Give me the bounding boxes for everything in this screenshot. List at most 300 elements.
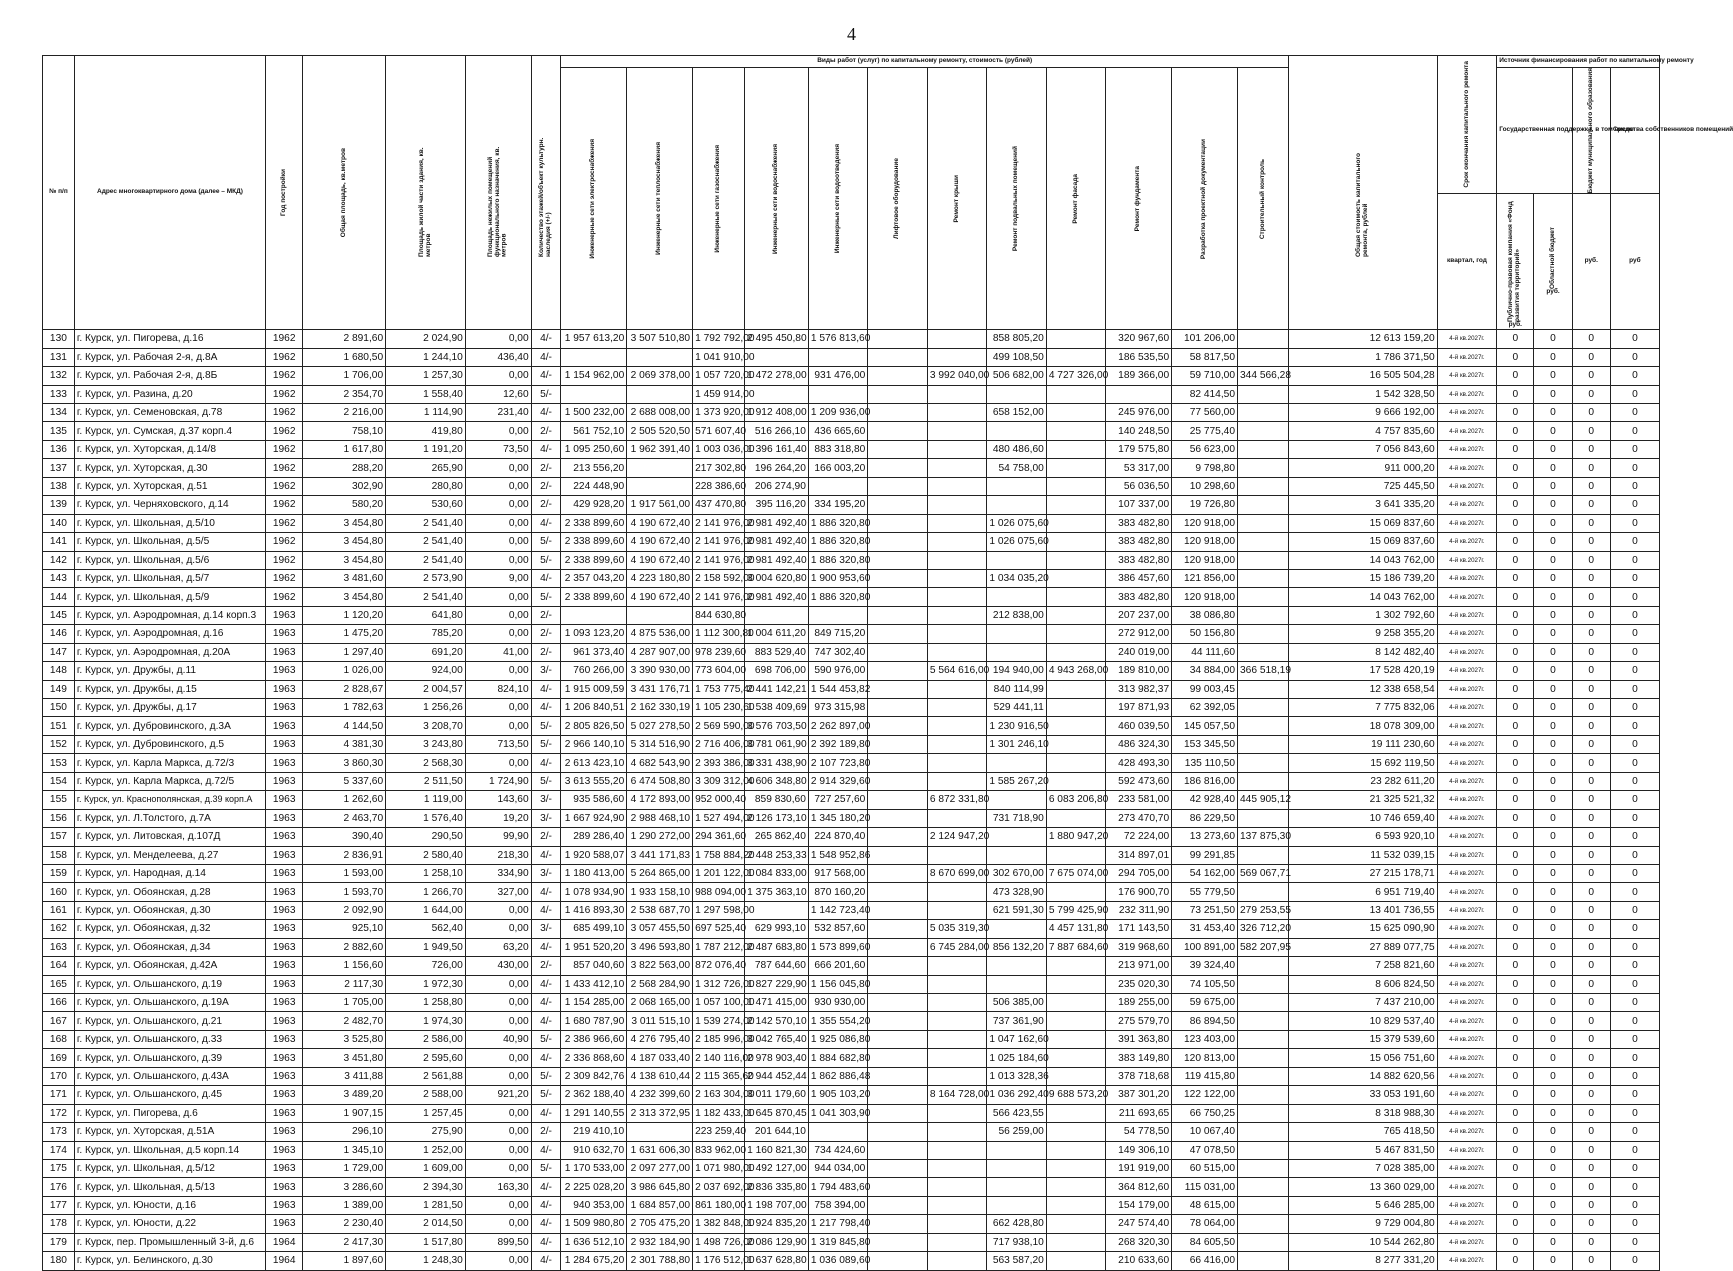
cell-cost-heating: 6 474 508,80 <box>627 772 693 790</box>
cell-municipal-budget: 0 <box>1572 330 1610 348</box>
cell-owners-funds: 0 <box>1610 367 1659 385</box>
cell-cost-basement: 1 047 162,60 <box>987 1030 1046 1048</box>
cell-cost-basement <box>987 791 1046 809</box>
cell-cost-elevator <box>868 809 927 827</box>
cell-cost-gas: 217 302,80 <box>693 459 745 477</box>
cell-cost-design: 38 086,80 <box>1172 606 1238 624</box>
cell-cost-control <box>1238 846 1289 864</box>
cell-cost-basement: 737 361,90 <box>987 1012 1046 1030</box>
cell-cost-electric: 1 291 140,55 <box>561 1104 627 1122</box>
cell-cost-heating: 4 276 795,40 <box>627 1030 693 1048</box>
cell-cost-water: 206 274,90 <box>745 477 809 495</box>
cell-cost-facade: 7 675 074,00 <box>1046 864 1105 882</box>
cell-municipal-budget: 0 <box>1572 1159 1610 1177</box>
cell-cost-heating: 4 232 399,60 <box>627 1086 693 1104</box>
table-row <box>43 1178 1660 1196</box>
cell-living-area: 1 258,10 <box>386 864 466 882</box>
cell-cost-water: 1 645 870,45 <box>745 1104 809 1122</box>
cell-municipal-budget: 0 <box>1572 662 1610 680</box>
cell-fund-fund: 0 <box>1497 735 1534 753</box>
cell-fund-fund: 0 <box>1497 864 1534 882</box>
cell-cost-electric: 1 915 009,59 <box>561 680 627 698</box>
cell-regional-budget: 0 <box>1534 477 1572 495</box>
cell-cost-basement: 1 025 184,60 <box>987 1049 1046 1067</box>
cell-cost-water: 1 198 707,00 <box>745 1196 809 1214</box>
cell-regional-budget: 0 <box>1534 828 1572 846</box>
cell-owners-funds: 0 <box>1610 551 1659 569</box>
table-row <box>43 754 1660 772</box>
cell-row-num: 146 <box>43 625 75 643</box>
cell-nonliving-area: 0,00 <box>465 994 531 1012</box>
cell-municipal-budget: 0 <box>1572 459 1610 477</box>
cell-cost-electric: 857 040,60 <box>561 957 627 975</box>
cell-owners-funds: 0 <box>1610 1252 1659 1270</box>
cell-cost-roof <box>927 1104 986 1122</box>
cell-cost-gas: 1 792 792,00 <box>693 330 745 348</box>
cell-nonliving-area: 0,00 <box>465 551 531 569</box>
cell-address: г. Курск, ул. Менделеева, д.27 <box>74 846 265 864</box>
cell-total-cost: 9 729 004,80 <box>1289 1215 1438 1233</box>
cell-row-num: 137 <box>43 459 75 477</box>
header-municipal-budget: Бюджет муниципального образования <box>1572 68 1610 194</box>
cell-cost-basement <box>987 1178 1046 1196</box>
cell-fund-fund: 0 <box>1497 1159 1534 1177</box>
cell-owners-funds: 0 <box>1610 680 1659 698</box>
cell-total-area: 1 706,00 <box>303 367 386 385</box>
cell-year: 1963 <box>266 643 303 661</box>
cell-cost-water: 2 981 492,40 <box>745 551 809 569</box>
cell-cost-control <box>1238 957 1289 975</box>
cell-deadline: 4-й кв.2027г. <box>1437 791 1496 809</box>
cell-cost-design: 120 813,00 <box>1172 1049 1238 1067</box>
cell-floors: 4/- <box>531 883 561 901</box>
cell-cost-heating: 4 138 610,44 <box>627 1067 693 1085</box>
cell-year: 1963 <box>266 975 303 993</box>
cell-year: 1962 <box>266 422 303 440</box>
cell-total-cost: 12 613 159,20 <box>1289 330 1438 348</box>
cell-total-cost: 10 829 537,40 <box>1289 1012 1438 1030</box>
cell-total-area: 5 337,60 <box>303 772 386 790</box>
cell-cost-basement: 563 587,20 <box>987 1252 1046 1270</box>
cell-fund-fund: 0 <box>1497 643 1534 661</box>
cell-floors: 3/- <box>531 864 561 882</box>
cell-row-num: 176 <box>43 1178 75 1196</box>
cell-cost-control <box>1238 330 1289 348</box>
table-row <box>43 1030 1660 1048</box>
cell-cost-water: 1 912 408,00 <box>745 404 809 422</box>
cell-cost-control: 445 905,12 <box>1238 791 1289 809</box>
cell-cost-foundation <box>1106 385 1172 403</box>
cell-cost-water: 1 160 821,30 <box>745 1141 809 1159</box>
cell-floors: 5/- <box>531 551 561 569</box>
cell-address: г. Курск, ул. Юности, д.16 <box>74 1196 265 1214</box>
cell-cost-water: 2 126 173,10 <box>745 809 809 827</box>
cell-regional-budget: 0 <box>1534 1233 1572 1251</box>
cell-cost-gas: 1 112 300,80 <box>693 625 745 643</box>
cell-cost-design: 82 414,50 <box>1172 385 1238 403</box>
cell-total-cost: 3 641 335,20 <box>1289 496 1438 514</box>
cell-cost-facade <box>1046 606 1105 624</box>
cell-cost-foundation: 186 535,50 <box>1106 348 1172 366</box>
cell-cost-roof <box>927 1252 986 1270</box>
cell-cost-sewer: 1 319 845,80 <box>808 1233 867 1251</box>
cell-fund-fund: 0 <box>1497 846 1534 864</box>
cell-cost-water: 1 004 611,20 <box>745 625 809 643</box>
cell-deadline: 4-й кв.2027г. <box>1437 975 1496 993</box>
cell-cost-basement <box>987 975 1046 993</box>
cell-cost-foundation: 387 301,20 <box>1106 1086 1172 1104</box>
cell-municipal-budget: 0 <box>1572 920 1610 938</box>
cell-living-area: 1 258,80 <box>386 994 466 1012</box>
cell-municipal-budget: 0 <box>1572 883 1610 901</box>
cell-cost-gas: 978 239,60 <box>693 643 745 661</box>
cell-cost-gas: 2 569 590,00 <box>693 717 745 735</box>
cell-address: г. Курск, ул. Ольшанского, д.21 <box>74 1012 265 1030</box>
cell-address: г. Курск, ул. Пигорева, д.16 <box>74 330 265 348</box>
cell-cost-facade <box>1046 569 1105 587</box>
cell-cost-control <box>1238 1233 1289 1251</box>
cell-cost-elevator <box>868 772 927 790</box>
cell-address: г. Курск, ул. Школьная, д.5 корп.14 <box>74 1141 265 1159</box>
cell-cost-sewer: 666 201,60 <box>808 957 867 975</box>
cell-total-area: 2 417,30 <box>303 1233 386 1251</box>
cell-address: г. Курск, ул. Дубровинского, д.3А <box>74 717 265 735</box>
cell-cost-foundation: 179 575,80 <box>1106 440 1172 458</box>
header-work-heating: Инженерные сети теплоснабжения <box>627 68 693 330</box>
cell-cost-electric: 1 667 924,90 <box>561 809 627 827</box>
cell-nonliving-area: 0,00 <box>465 1104 531 1122</box>
cell-deadline: 4-й кв.2027г. <box>1437 680 1496 698</box>
cell-total-area: 1 593,70 <box>303 883 386 901</box>
cell-cost-control <box>1238 994 1289 1012</box>
cell-cost-basement: 194 940,00 <box>987 662 1046 680</box>
cell-fund-fund: 0 <box>1497 975 1534 993</box>
cell-cost-elevator <box>868 514 927 532</box>
cell-cost-elevator <box>868 957 927 975</box>
cell-cost-foundation: 268 320,30 <box>1106 1233 1172 1251</box>
cell-cost-elevator <box>868 459 927 477</box>
cell-cost-heating: 1 962 391,40 <box>627 440 693 458</box>
cell-regional-budget: 0 <box>1534 920 1572 938</box>
cell-living-area: 3 208,70 <box>386 717 466 735</box>
cell-cost-electric: 1 500 232,00 <box>561 404 627 422</box>
cell-cost-electric: 910 632,70 <box>561 1141 627 1159</box>
cell-regional-budget: 0 <box>1534 901 1572 919</box>
cell-cost-foundation: 189 810,00 <box>1106 662 1172 680</box>
cell-cost-control <box>1238 735 1289 753</box>
cell-living-area: 2 541,40 <box>386 551 466 569</box>
cell-cost-water: 2 981 492,40 <box>745 514 809 532</box>
cell-cost-heating: 3 507 510,80 <box>627 330 693 348</box>
cell-cost-roof <box>927 514 986 532</box>
cell-cost-electric <box>561 348 627 366</box>
cell-deadline: 4-й кв.2027г. <box>1437 864 1496 882</box>
cell-total-area: 3 454,80 <box>303 533 386 551</box>
cell-row-num: 152 <box>43 735 75 753</box>
cell-row-num: 138 <box>43 477 75 495</box>
cell-nonliving-area: 0,00 <box>465 514 531 532</box>
cell-cost-design: 50 156,80 <box>1172 625 1238 643</box>
cell-cost-roof <box>927 440 986 458</box>
cell-cost-facade: 1 880 947,20 <box>1046 828 1105 846</box>
cell-cost-water: 1 471 415,00 <box>745 994 809 1012</box>
cell-cost-electric: 2 613 423,10 <box>561 754 627 772</box>
cell-nonliving-area: 0,00 <box>465 1049 531 1067</box>
cell-cost-electric: 3 613 555,20 <box>561 772 627 790</box>
cell-cost-electric: 1 509 980,80 <box>561 1215 627 1233</box>
cell-cost-design: 42 928,40 <box>1172 791 1238 809</box>
cell-cost-facade: 4 457 131,80 <box>1046 920 1105 938</box>
cell-cost-design: 153 345,50 <box>1172 735 1238 753</box>
cell-cost-gas: 952 000,40 <box>693 791 745 809</box>
table-row <box>43 643 1660 661</box>
cell-cost-heating: 1 933 158,10 <box>627 883 693 901</box>
cell-cost-foundation: 211 693,65 <box>1106 1104 1172 1122</box>
table-row <box>43 330 1660 348</box>
cell-cost-basement <box>987 588 1046 606</box>
cell-nonliving-area: 0,00 <box>465 1252 531 1270</box>
cell-cost-basement <box>987 477 1046 495</box>
cell-year: 1963 <box>266 1196 303 1214</box>
cell-cost-design: 73 251,50 <box>1172 901 1238 919</box>
cell-owners-funds: 0 <box>1610 385 1659 403</box>
cell-cost-facade: 4 943 268,00 <box>1046 662 1105 680</box>
cell-row-num: 162 <box>43 920 75 938</box>
table-row <box>43 440 1660 458</box>
cell-total-area: 1 593,00 <box>303 864 386 882</box>
cell-cost-basement: 506 682,00 <box>987 367 1046 385</box>
cell-cost-facade <box>1046 1215 1105 1233</box>
cell-nonliving-area: 0,00 <box>465 625 531 643</box>
cell-cost-elevator <box>868 1252 927 1270</box>
cell-row-num: 147 <box>43 643 75 661</box>
cell-nonliving-area: 143,60 <box>465 791 531 809</box>
cell-cost-gas: 988 094,00 <box>693 883 745 901</box>
cell-cost-roof <box>927 569 986 587</box>
cell-cost-roof <box>927 1030 986 1048</box>
cell-total-area: 2 891,60 <box>303 330 386 348</box>
cell-cost-design: 59 675,00 <box>1172 994 1238 1012</box>
cell-cost-electric: 1 416 893,30 <box>561 901 627 919</box>
cell-cost-electric: 2 357 043,20 <box>561 569 627 587</box>
cell-nonliving-area: 0,00 <box>465 1196 531 1214</box>
cell-cost-foundation: 245 976,00 <box>1106 404 1172 422</box>
cell-total-area: 2 882,60 <box>303 938 386 956</box>
cell-regional-budget: 0 <box>1534 1086 1572 1104</box>
cell-total-cost: 15 056 751,60 <box>1289 1049 1438 1067</box>
cell-cost-heating: 4 875 536,00 <box>627 625 693 643</box>
cell-nonliving-area: 0,00 <box>465 1012 531 1030</box>
cell-nonliving-area: 327,00 <box>465 883 531 901</box>
cell-living-area: 1 949,50 <box>386 938 466 956</box>
cell-fund-fund: 0 <box>1497 754 1534 772</box>
cell-nonliving-area: 41,00 <box>465 643 531 661</box>
cell-owners-funds: 0 <box>1610 404 1659 422</box>
cell-nonliving-area: 921,20 <box>465 1086 531 1104</box>
cell-regional-budget: 0 <box>1534 717 1572 735</box>
cell-municipal-budget: 0 <box>1572 477 1610 495</box>
cell-cost-sewer <box>808 348 867 366</box>
table-row <box>43 994 1660 1012</box>
cell-fund-fund: 0 <box>1497 1215 1534 1233</box>
cell-regional-budget: 0 <box>1534 699 1572 717</box>
cell-cost-electric: 289 286,40 <box>561 828 627 846</box>
cell-cost-foundation: 233 581,00 <box>1106 791 1172 809</box>
cell-owners-funds: 0 <box>1610 1049 1659 1067</box>
cell-floors: 4/- <box>531 975 561 993</box>
cell-deadline: 4-й кв.2027г. <box>1437 606 1496 624</box>
cell-cost-heating: 3 496 593,80 <box>627 938 693 956</box>
cell-owners-funds: 0 <box>1610 1196 1659 1214</box>
cell-total-area: 2 836,91 <box>303 846 386 864</box>
cell-cost-roof <box>927 846 986 864</box>
cell-cost-facade <box>1046 809 1105 827</box>
cell-cost-water: 3 331 438,90 <box>745 754 809 772</box>
cell-cost-facade <box>1046 533 1105 551</box>
cell-municipal-budget: 0 <box>1572 348 1610 366</box>
cell-cost-foundation: 232 311,90 <box>1106 901 1172 919</box>
cell-total-cost: 9 258 355,20 <box>1289 625 1438 643</box>
table-row <box>43 938 1660 956</box>
cell-fund-fund: 0 <box>1497 440 1534 458</box>
cell-cost-electric: 1 284 675,20 <box>561 1252 627 1270</box>
cell-fund-fund: 0 <box>1497 1252 1534 1270</box>
cell-living-area: 280,80 <box>386 477 466 495</box>
cell-cost-gas: 861 180,00 <box>693 1196 745 1214</box>
cell-cost-foundation: 386 457,60 <box>1106 569 1172 587</box>
cell-cost-elevator <box>868 422 927 440</box>
cell-cost-basement <box>987 754 1046 772</box>
cell-cost-water: 1 492 127,00 <box>745 1159 809 1177</box>
cell-cost-control: 137 875,30 <box>1238 828 1289 846</box>
cell-cost-gas: 1 498 726,00 <box>693 1233 745 1251</box>
cell-cost-electric: 2 338 899,60 <box>561 514 627 532</box>
cell-cost-roof <box>927 957 986 975</box>
header-work-basement: Ремонт подвальных помещений <box>987 68 1046 330</box>
cell-cost-water: 2 142 570,10 <box>745 1012 809 1030</box>
cell-fund-fund: 0 <box>1497 809 1534 827</box>
cell-cost-design: 39 324,40 <box>1172 957 1238 975</box>
cell-owners-funds: 0 <box>1610 791 1659 809</box>
cell-row-num: 173 <box>43 1123 75 1141</box>
cell-year: 1963 <box>266 754 303 772</box>
cell-cost-foundation: 240 019,00 <box>1106 643 1172 661</box>
cell-year: 1963 <box>266 864 303 882</box>
cell-floors: 4/- <box>531 1178 561 1196</box>
cell-cost-electric: 1 154 285,00 <box>561 994 627 1012</box>
cell-cost-heating: 3 057 455,50 <box>627 920 693 938</box>
cell-cost-roof <box>927 994 986 1012</box>
cell-cost-sewer: 1 576 813,60 <box>808 330 867 348</box>
cell-cost-design: 120 918,00 <box>1172 514 1238 532</box>
cell-cost-gas: 1 057 100,00 <box>693 994 745 1012</box>
cell-year: 1963 <box>266 735 303 753</box>
cell-living-area: 2 595,60 <box>386 1049 466 1067</box>
cell-cost-control <box>1238 1178 1289 1196</box>
cell-total-area: 4 381,30 <box>303 735 386 753</box>
cell-cost-sewer: 917 568,00 <box>808 864 867 882</box>
cell-row-num: 153 <box>43 754 75 772</box>
cell-fund-fund: 0 <box>1497 1141 1534 1159</box>
cell-cost-control <box>1238 699 1289 717</box>
cell-address: г. Курск, ул. Пигорева, д.6 <box>74 1104 265 1122</box>
cell-total-cost: 13 401 736,55 <box>1289 901 1438 919</box>
cell-regional-budget: 0 <box>1534 1123 1572 1141</box>
cell-cost-electric: 1 957 613,20 <box>561 330 627 348</box>
cell-owners-funds: 0 <box>1610 735 1659 753</box>
cell-floors: 5/- <box>531 772 561 790</box>
cell-deadline: 4-й кв.2027г. <box>1437 809 1496 827</box>
cell-year: 1963 <box>266 1030 303 1048</box>
cell-owners-funds: 0 <box>1610 699 1659 717</box>
cell-regional-budget: 0 <box>1534 883 1572 901</box>
cell-cost-foundation: 383 482,80 <box>1106 514 1172 532</box>
cell-owners-funds: 0 <box>1610 348 1659 366</box>
header-address: Адрес многоквартирного дома (далее – МКД) <box>74 56 265 330</box>
cell-cost-roof <box>927 699 986 717</box>
cell-cost-control <box>1238 385 1289 403</box>
cell-cost-heating <box>627 477 693 495</box>
cell-municipal-budget: 0 <box>1572 1252 1610 1270</box>
cell-cost-water: 2 448 253,33 <box>745 846 809 864</box>
cell-cost-elevator <box>868 1233 927 1251</box>
cell-living-area: 2 511,50 <box>386 772 466 790</box>
cell-nonliving-area: 334,90 <box>465 864 531 882</box>
cell-cost-facade <box>1046 1233 1105 1251</box>
cell-cost-foundation: 319 968,60 <box>1106 938 1172 956</box>
cell-address: г. Курск, ул. Аэродромная, д.14 корп.3 <box>74 606 265 624</box>
header-work-electric: Инженерные сети электроснабжения <box>561 68 627 330</box>
header-owners-funds: Средства собственников помещений <box>1610 68 1659 194</box>
cell-cost-control <box>1238 606 1289 624</box>
cell-cost-gas: 1 459 914,00 <box>693 385 745 403</box>
cell-cost-sewer: 1 041 303,90 <box>808 1104 867 1122</box>
cell-row-num: 132 <box>43 367 75 385</box>
cell-cost-facade <box>1046 883 1105 901</box>
cell-nonliving-area: 0,00 <box>465 1123 531 1141</box>
cell-municipal-budget: 0 <box>1572 754 1610 772</box>
cell-cost-design: 66 416,00 <box>1172 1252 1238 1270</box>
cell-cost-sewer: 1 862 886,48 <box>808 1067 867 1085</box>
cell-living-area: 1 257,45 <box>386 1104 466 1122</box>
cell-nonliving-area: 0,00 <box>465 1215 531 1233</box>
cell-owners-funds: 0 <box>1610 330 1659 348</box>
cell-nonliving-area: 0,00 <box>465 459 531 477</box>
cell-cost-sewer: 2 262 897,00 <box>808 717 867 735</box>
cell-cost-control: 569 067,71 <box>1238 864 1289 882</box>
cell-nonliving-area: 0,00 <box>465 662 531 680</box>
cell-cost-facade <box>1046 754 1105 772</box>
cell-address: г. Курск, ул. Хуторская, д.14/8 <box>74 440 265 458</box>
cell-cost-foundation: 320 967,60 <box>1106 330 1172 348</box>
cell-row-num: 166 <box>43 994 75 1012</box>
cell-address: г. Курск, ул. Ольшанского, д.39 <box>74 1049 265 1067</box>
cell-cost-design: 54 162,00 <box>1172 864 1238 882</box>
cell-deadline: 4-й кв.2027г. <box>1437 1178 1496 1196</box>
cell-nonliving-area: 0,00 <box>465 330 531 348</box>
cell-cost-control <box>1238 1030 1289 1048</box>
cell-cost-heating <box>627 1123 693 1141</box>
cell-cost-sewer: 727 257,60 <box>808 791 867 809</box>
cell-cost-gas: 1 003 036,00 <box>693 440 745 458</box>
cell-cost-elevator <box>868 735 927 753</box>
header-living-area: Площадь жилой части здания, кв. метров <box>386 56 466 330</box>
cell-row-num: 156 <box>43 809 75 827</box>
cell-total-area: 2 117,30 <box>303 975 386 993</box>
cell-cost-design: 58 817,50 <box>1172 348 1238 366</box>
cell-owners-funds: 0 <box>1610 1012 1659 1030</box>
cell-floors: 4/- <box>531 330 561 348</box>
